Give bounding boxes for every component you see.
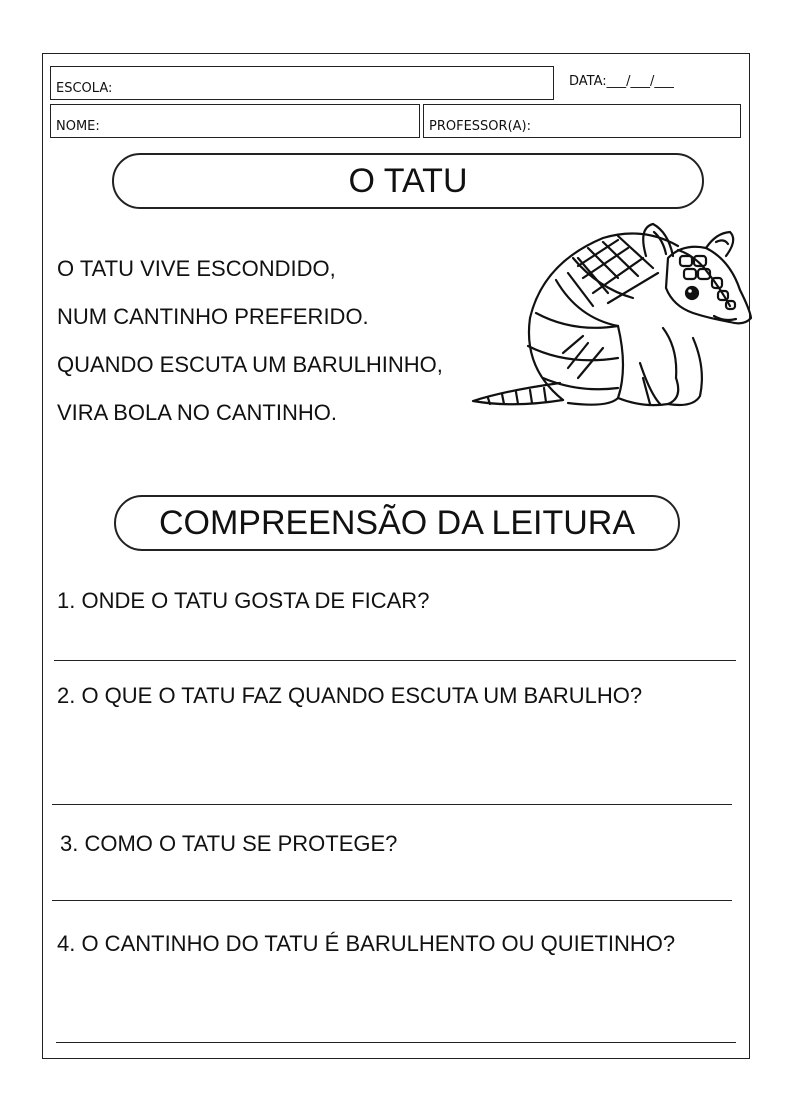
question-4: 4. O CANTINHO DO TATU É BARULHENTO OU QUIETINHO? — [57, 931, 676, 956]
poem-line: O TATU VIVE ESCONDIDO, — [57, 256, 336, 281]
school-field[interactable] — [50, 66, 554, 100]
question-1: 1. ONDE O TATU GOSTA DE FICAR? — [57, 588, 430, 613]
name-label: NOME: — [56, 119, 100, 134]
poem-line: QUANDO ESCUTA UM BARULHINHO, — [57, 352, 443, 377]
question-3: 3. COMO O TATU SE PROTEGE? — [60, 831, 398, 856]
name-field[interactable] — [50, 104, 420, 138]
date-field[interactable]: DATA:___/___/___ — [569, 74, 674, 89]
school-label: ESCOLA: — [56, 81, 113, 96]
answer-line-2[interactable] — [52, 804, 732, 805]
poem-line: VIRA BOLA NO CANTINHO. — [57, 400, 337, 425]
section-title: COMPREENSÃO DA LEITURA — [114, 495, 680, 551]
answer-line-1[interactable] — [54, 660, 736, 661]
armadillo-icon — [468, 218, 753, 413]
answer-line-4[interactable] — [56, 1042, 736, 1043]
teacher-field[interactable] — [423, 104, 741, 138]
question-2: 2. O QUE O TATU FAZ QUANDO ESCUTA UM BARULHO? — [57, 683, 643, 708]
poem-line: NUM CANTINHO PREFERIDO. — [57, 304, 369, 329]
answer-line-3[interactable] — [52, 900, 732, 901]
page-title: O TATU — [112, 153, 704, 209]
teacher-label: PROFESSOR(A): — [429, 119, 531, 134]
